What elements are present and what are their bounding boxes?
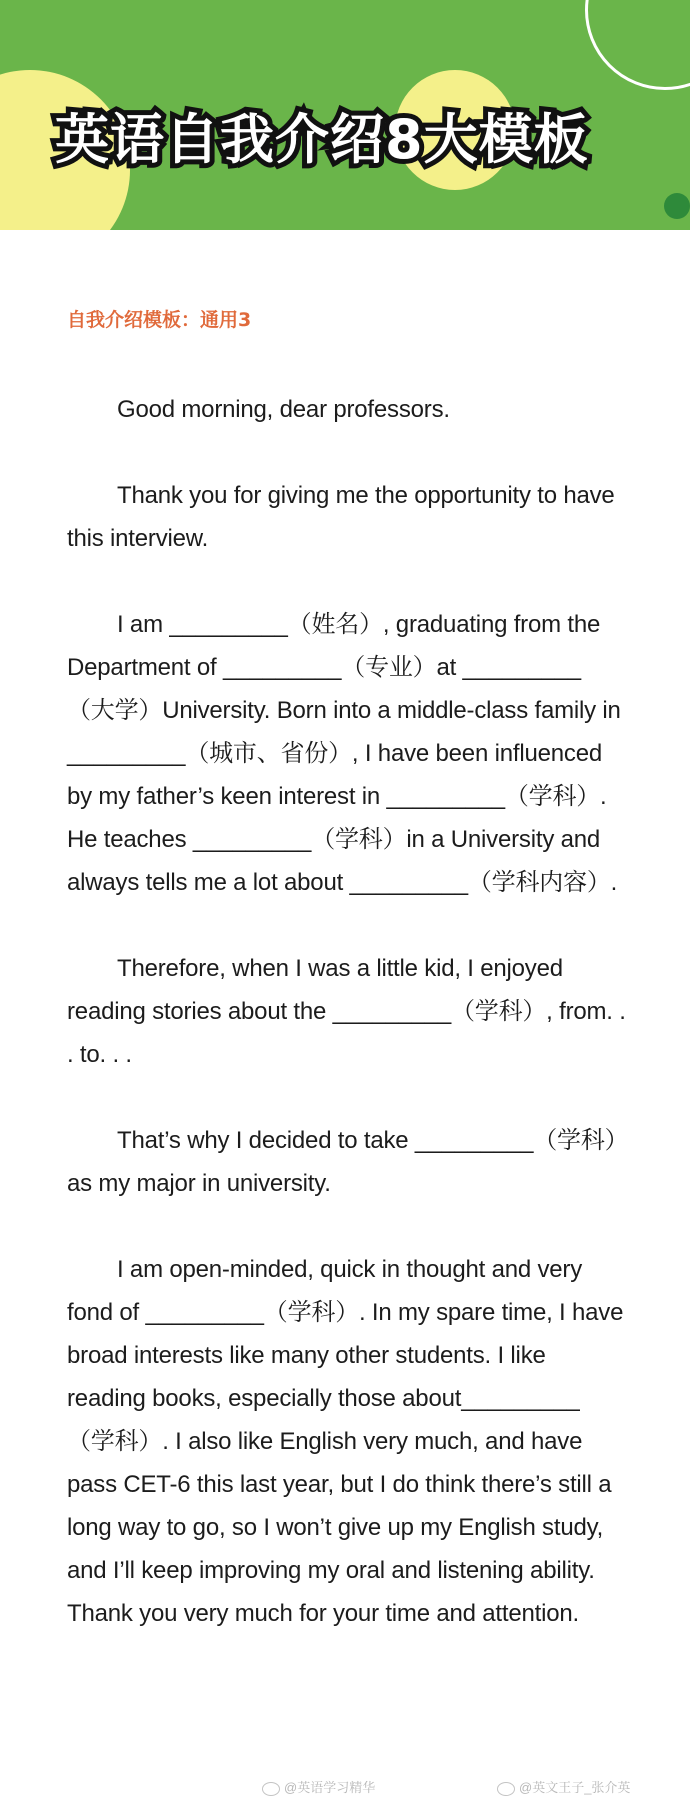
footer-watermarks	[0, 1765, 690, 1805]
watermark-text: @英文王子_张介英	[519, 1780, 631, 1795]
paragraph: I am open-minded, quick in thought and very fond of _________（学科）. In my spare time, I have broad interests like many other students. I like reading books, especially those about_________（学科）. I also like English very much, and have pass CET-6 this last year, but I do think there’s still a long way to go, so I won’t give up my English study, and I’ll keep improving my oral and listening ability. Thank you very much for your time and attention.	[67, 1256, 624, 1627]
section-heading: 自我介绍模板：通用3	[67, 309, 252, 331]
page-title: 英语自我介绍8大模板	[55, 108, 589, 171]
paragraph: That’s why I decided to take _________（学科）as my major in university.	[67, 1127, 617, 1197]
weibo-icon	[497, 1782, 515, 1796]
decorative-dot	[664, 193, 690, 219]
watermark-text: @英语学习精华	[284, 1780, 376, 1795]
paragraph: I am _________（姓名）, graduating from the Department of _________（专业）at _________（大学）University. Born into a middle-class family in _________（城市、省份）, I have been influenced by my father’s keen interest in _________（学科）. He teaches _________（学科）in a University and always tells me a lot about _________（学科内容）.	[67, 611, 621, 896]
header-banner	[0, 0, 690, 230]
watermark	[262, 1777, 375, 1796]
paragraph: Thank you for giving me the opportunity to have this interview.	[67, 482, 615, 552]
article-body	[67, 300, 627, 1635]
decorative-ring	[585, 0, 690, 90]
weibo-icon	[262, 1782, 280, 1796]
watermark	[497, 1777, 630, 1796]
paragraph: Good morning, dear professors.	[117, 396, 450, 423]
paragraph: Therefore, when I was a little kid, I enjoyed reading stories about the _________（学科）, from. . . to. . .	[67, 955, 626, 1068]
paragraph-list	[67, 388, 627, 1635]
